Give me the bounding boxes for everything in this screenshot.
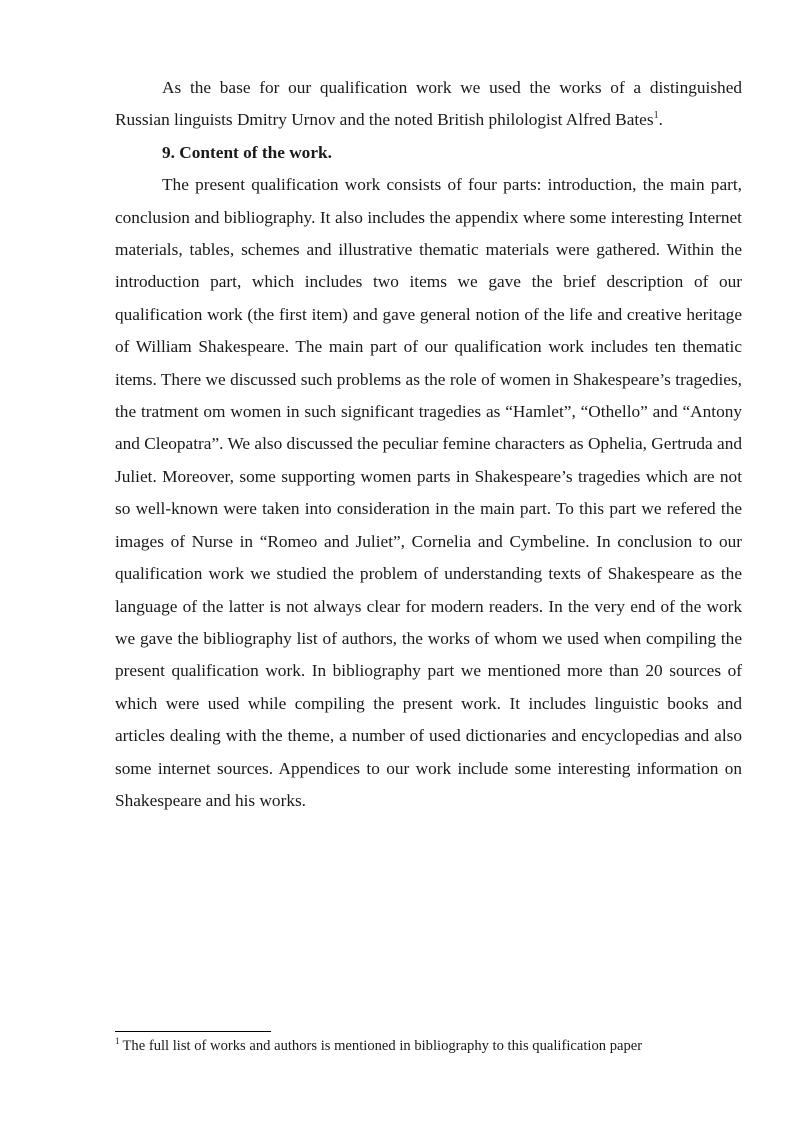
footnote-text: The full list of works and authors is mentioned in bibliography to this qualification paper — [122, 1038, 643, 1054]
body-text — [115, 72, 742, 817]
intro-paragraph — [115, 72, 742, 137]
footnote-marker: 1 — [115, 1036, 120, 1047]
content-paragraph: The present qualification work consists of four parts: introduction, the main part, conclusion and bibliography. It also includes the appendix where some interesting Internet materials, tables, schemes and illustrative thematic materials were gathered. Within the introduction part, which includes two items we gave the brief description of our qualification work (the first item) and gave general notion of the life and creative heritage of William Shakespeare. The main part of our qualification work includes ten thematic items. There we discussed such problems as the role of women in Shakespeare’s tragedies, the tratment om women in such significant tragedies as “Hamlet”, “Othello” and “Antony and Cleopatra”. We also discussed the peculiar femine characters as Ophelia, Gertruda and Juliet. Moreover, some supporting women parts in Shakespeare’s tragedies which are not so well-known were taken into consideration in the main part. To this part we refered the images of Nurse in “Romeo and Juliet”, Cornelia and Cymbeline. In conclusion to our qualification work we studied the problem of understanding texts of Shakespeare as the language of the latter is not always clear for modern readers. In the very end of the work we gave the bibliography list of authors, the works of whom we used when compiling the present qualification work. In bibliography part we mentioned more than 20 sources of which were used while compiling the present work. It includes linguistic books and articles dealing with the theme, a number of used dictionaries and encyclopedias and also some internet sources. Appendices to our work include some interesting information on Shakespeare and his works. — [115, 175, 742, 810]
intro-paragraph-end: . — [658, 110, 663, 130]
intro-paragraph-text: As the base for our qualification work we used the works of a distinguished Russian linguists Dmitry Urnov and the noted British philologist Alfred Bates — [115, 78, 742, 130]
section-heading: 9. Content of the work. — [162, 142, 332, 162]
footnote-reference: 1 — [653, 110, 659, 122]
footnote — [115, 1036, 755, 1056]
footnote-separator — [115, 1031, 271, 1032]
